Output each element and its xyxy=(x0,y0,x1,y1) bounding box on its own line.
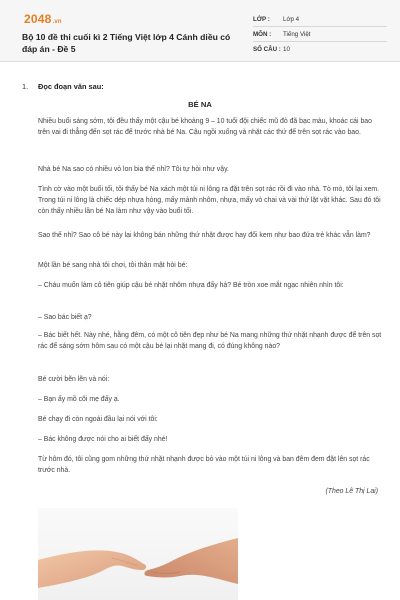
story-paragraph: – Bác không được nói cho ai biết đấy nhé! xyxy=(38,436,168,443)
question-number: 1. xyxy=(22,82,29,91)
meta-label: MÔN : xyxy=(253,30,272,38)
meta-label: SỐ CÂU : xyxy=(253,46,281,53)
meta-value: Lớp 4 xyxy=(283,15,300,23)
story-paragraph: Nhiều buổi sáng sớm, tôi đều thấy một cậu bé khoảng 9 – 10 tuổi đội chiếc mũ đỏ đã bạc màu, khoác cái bao trên vai đi thẳng đến sọt rác để trước nhà bé Na. Cậu ngồi xuống và nhặt các thứ để trên sọt rác vào bao. xyxy=(38,118,372,137)
header xyxy=(0,0,400,62)
question-title: Đọc đoạn văn sau: xyxy=(38,82,104,91)
exam-meta xyxy=(253,12,387,57)
meta-row-subject xyxy=(253,27,387,42)
story-paragraph: Một lần bé sang nhà tôi chơi, tôi thân mật hỏi bé: xyxy=(38,262,188,269)
story-paragraph: Nhà bé Na sao có nhiều vỏ lon bia thế nhỉ? Tôi tự hỏi như vậy. xyxy=(38,166,229,173)
meta-row-question-count xyxy=(253,42,387,57)
story-title: BÉ NA xyxy=(188,100,212,109)
story-paragraph: – Cháu muốn làm cô tiên giúp cậu bé nhặt nhôm nhựa đấy hả? Bé tròn xoe mắt ngạc nhiên nhìn tôi: xyxy=(38,282,344,289)
meta-label: LỚP : xyxy=(253,15,270,23)
hands-illustration xyxy=(38,508,238,600)
site-logo[interactable] xyxy=(24,12,62,26)
meta-value: Tiếng Việt xyxy=(283,30,311,38)
exam-title: Bộ 10 đề thi cuối kì 2 Tiếng Việt lớp 4 Cánh diều có đáp án - Đề 5 xyxy=(22,32,231,54)
story-paragraph: Từ hôm đó, tôi cũng gom những thứ nhặt nhạnh được bỏ vào một túi ni lông và ban đêm đem đặt lên sọt rác trước nhà. xyxy=(38,456,370,475)
illustration-hands-image xyxy=(38,508,238,600)
logo-suffix: .vn xyxy=(52,19,62,25)
story-paragraph: Bé cười bẽn lẽn và nói: xyxy=(38,376,110,383)
story-paragraph: Tình cờ vào một buổi tối, tôi thấy bé Na xách một túi ni lông ra đặt trên sọt rác rồi đi vào nhà. Tò mò, tôi lại xem. Trong túi ni lông là chiếc dép nhựa hỏng, mấy mảnh nhôm, nhựa, mấy vỏ chai và vài thứ lặt vặt khác. Sau đó tôi còn thấy nhiều lần bé Na làm như vậy vào buổi tối. xyxy=(38,186,381,216)
story-paragraph: – Bạn ấy mồ côi mẹ đấy ạ. xyxy=(38,396,120,403)
story-paragraph: Sao thế nhỉ? Sao cô bé này lại không bán những thứ nhặt được hay đổi kem như bao đứa trẻ khác vẫn làm? xyxy=(38,232,371,239)
story-credit: (Theo Lê Thị Lai) xyxy=(325,488,378,495)
story-paragraph: Bé chạy đi còn ngoái đầu lại nói với tôi: xyxy=(38,416,158,423)
meta-row-grade xyxy=(253,12,387,27)
meta-value: 10 xyxy=(283,46,290,53)
story-paragraph: – Sao bác biết ạ? xyxy=(38,314,92,321)
story-paragraph: – Bác biết hết. Này nhé, hằng đêm, có một cô tiên đẹp như bé Na mang những thứ nhặt nhạnh được để trên sọt rác để sáng sớm hôm sau có một cậu bé lại nhặt mang đi, có đúng không nào? xyxy=(38,332,382,351)
logo-text: 2048 xyxy=(24,12,52,26)
